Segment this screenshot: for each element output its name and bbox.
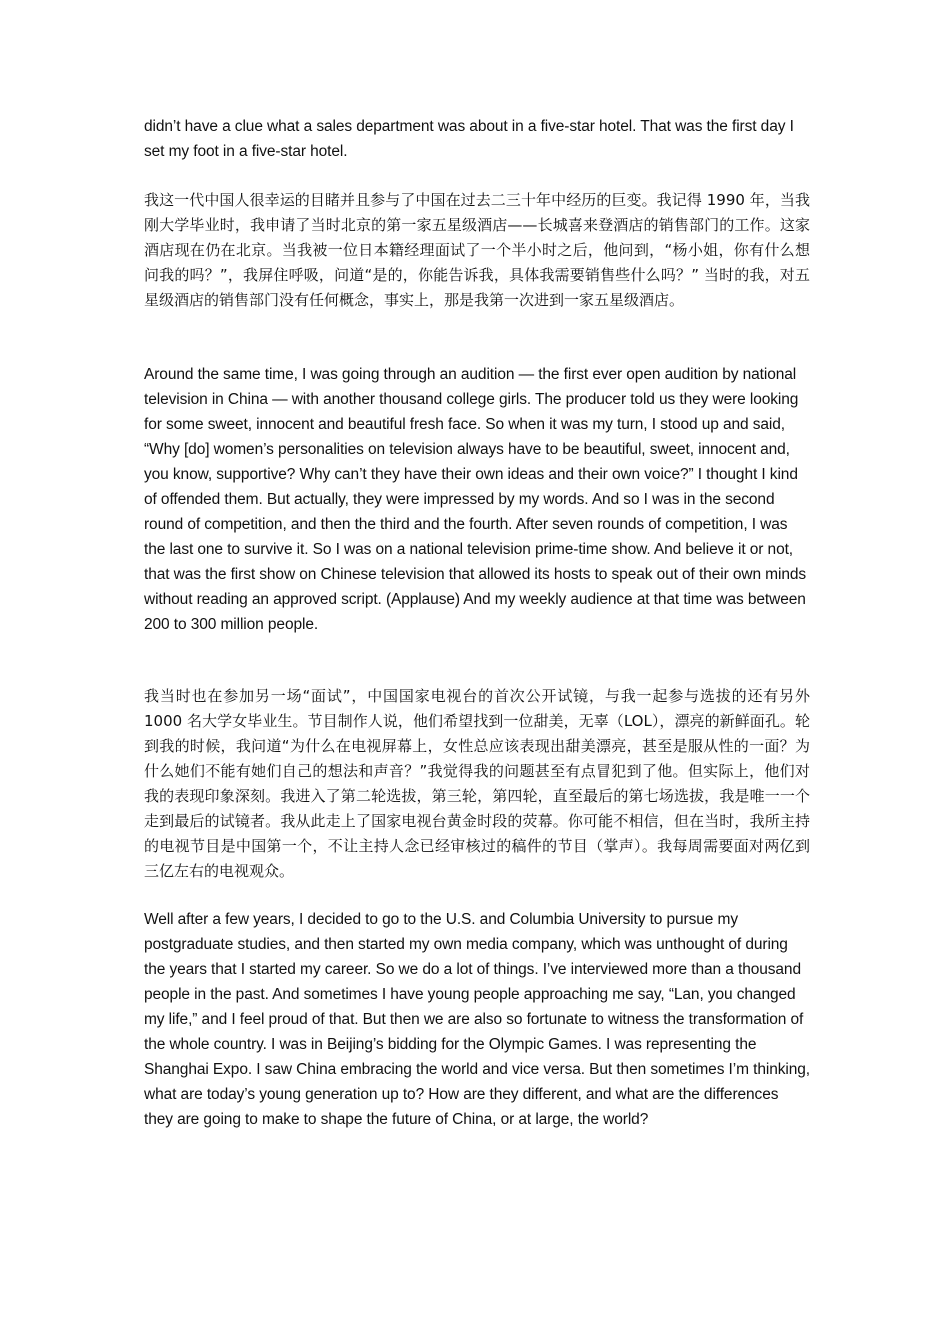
paragraph-english-intro: didn’t have a clue what a sales department was about in a five-star hotel. That was the first day I set my foot in a five-star hotel. (144, 118, 794, 160)
paragraph-chinese-hotel: 我这一代中国人很幸运的目睹并且参与了中国在过去二三十年中经历的巨变。我记得 1990 年，当我刚大学毕业时，我申请了当时北京的第一家五星级酒店——长城喜来登酒店的销售部门的工作。这家酒店现在仍在北京。当我被一位日本籍经理面试了一个半小时之后，他问到，“杨小姐，你有什么想问我的吗？”，我屏住呼吸，问道“是的，你能告诉我，具体我需要销售些什么吗？” 当时的我，对五星级酒店的销售部门没有任何概念，事实上，那是我第一次进到一家五星级酒店。 (144, 191, 810, 309)
paragraph-english-career: Well after a few years, I decided to go to the U.S. and Columbia University to pursue my postgraduate studies, and then started my own media company, which was unthought of during the years that I started my career. So we do a lot of things. I’ve interviewed more than a thousand people in the past. And sometimes I have young people approaching me say, “Lan, you changed my life,” and I feel proud of that. But then we are also so fortunate to witness the transformation of the whole country. I was in Beijing’s bidding for the Olympic Games. I was representing the Shanghai Expo. I saw China embracing the world and vice versa. But then sometimes I’m thinking, what are today’s young generation up to? How are they different, and what are the differences they are going to make to shape the future of China, or at large, the world? (144, 911, 810, 1128)
paragraph-chinese-audition: 我当时也在参加另一场“面试”，中国国家电视台的首次公开试镜，与我一起参与选拔的还有另外 1000 名大学女毕业生。节目制作人说，他们希望找到一位甜美，无辜（LOL），漂亮的新鲜面孔。轮到我的时候，我问道“为什么在电视屏幕上，女性总应该表现出甜美漂亮，甚至是服从性的一面？为什么她们不能有她们自己的想法和声音？”我觉得我的问题甚至有点冒犯到了他。但实际上，他们对我的表现印象深刻。我进入了第二轮选拔，第三轮，第四轮，直至最后的第七场选拔，我是唯一一个走到最后的试镜者。我从此走上了国家电视台黄金时段的荧幕。你可能不相信，但在当时，我所主持的电视节目是中国第一个，不让主持人念已经审核过的稿件的节目（掌声）。我每周需要面对两亿到三亿左右的电视观众。 (144, 687, 810, 880)
paragraph-english-audition: Around the same time, I was going through an audition — the first ever open audition by national television in China — with another thousand college girls. The producer told us they were looking for some sweet, innocent and beautiful fresh face. So when it was my turn, I stood up and said, “Why [do] women’s personalities on television always have to be beautiful, sweet, innocent and, you know, supportive? Why can’t they have their own ideas and their own voice?” I thought I kind of offended them. But actually, they were impressed by my words. And so I was in the second round of competition, and then the third and the fourth. After seven rounds of competition, I was the last one to survive it. So I was on a national television prime-time show. And believe it or not, that was the first show on Chinese television that allowed its hosts to speak out of their own minds without reading an approved script. (Applause) And my weekly audience at that time was between 200 to 300 million people. (144, 366, 807, 633)
